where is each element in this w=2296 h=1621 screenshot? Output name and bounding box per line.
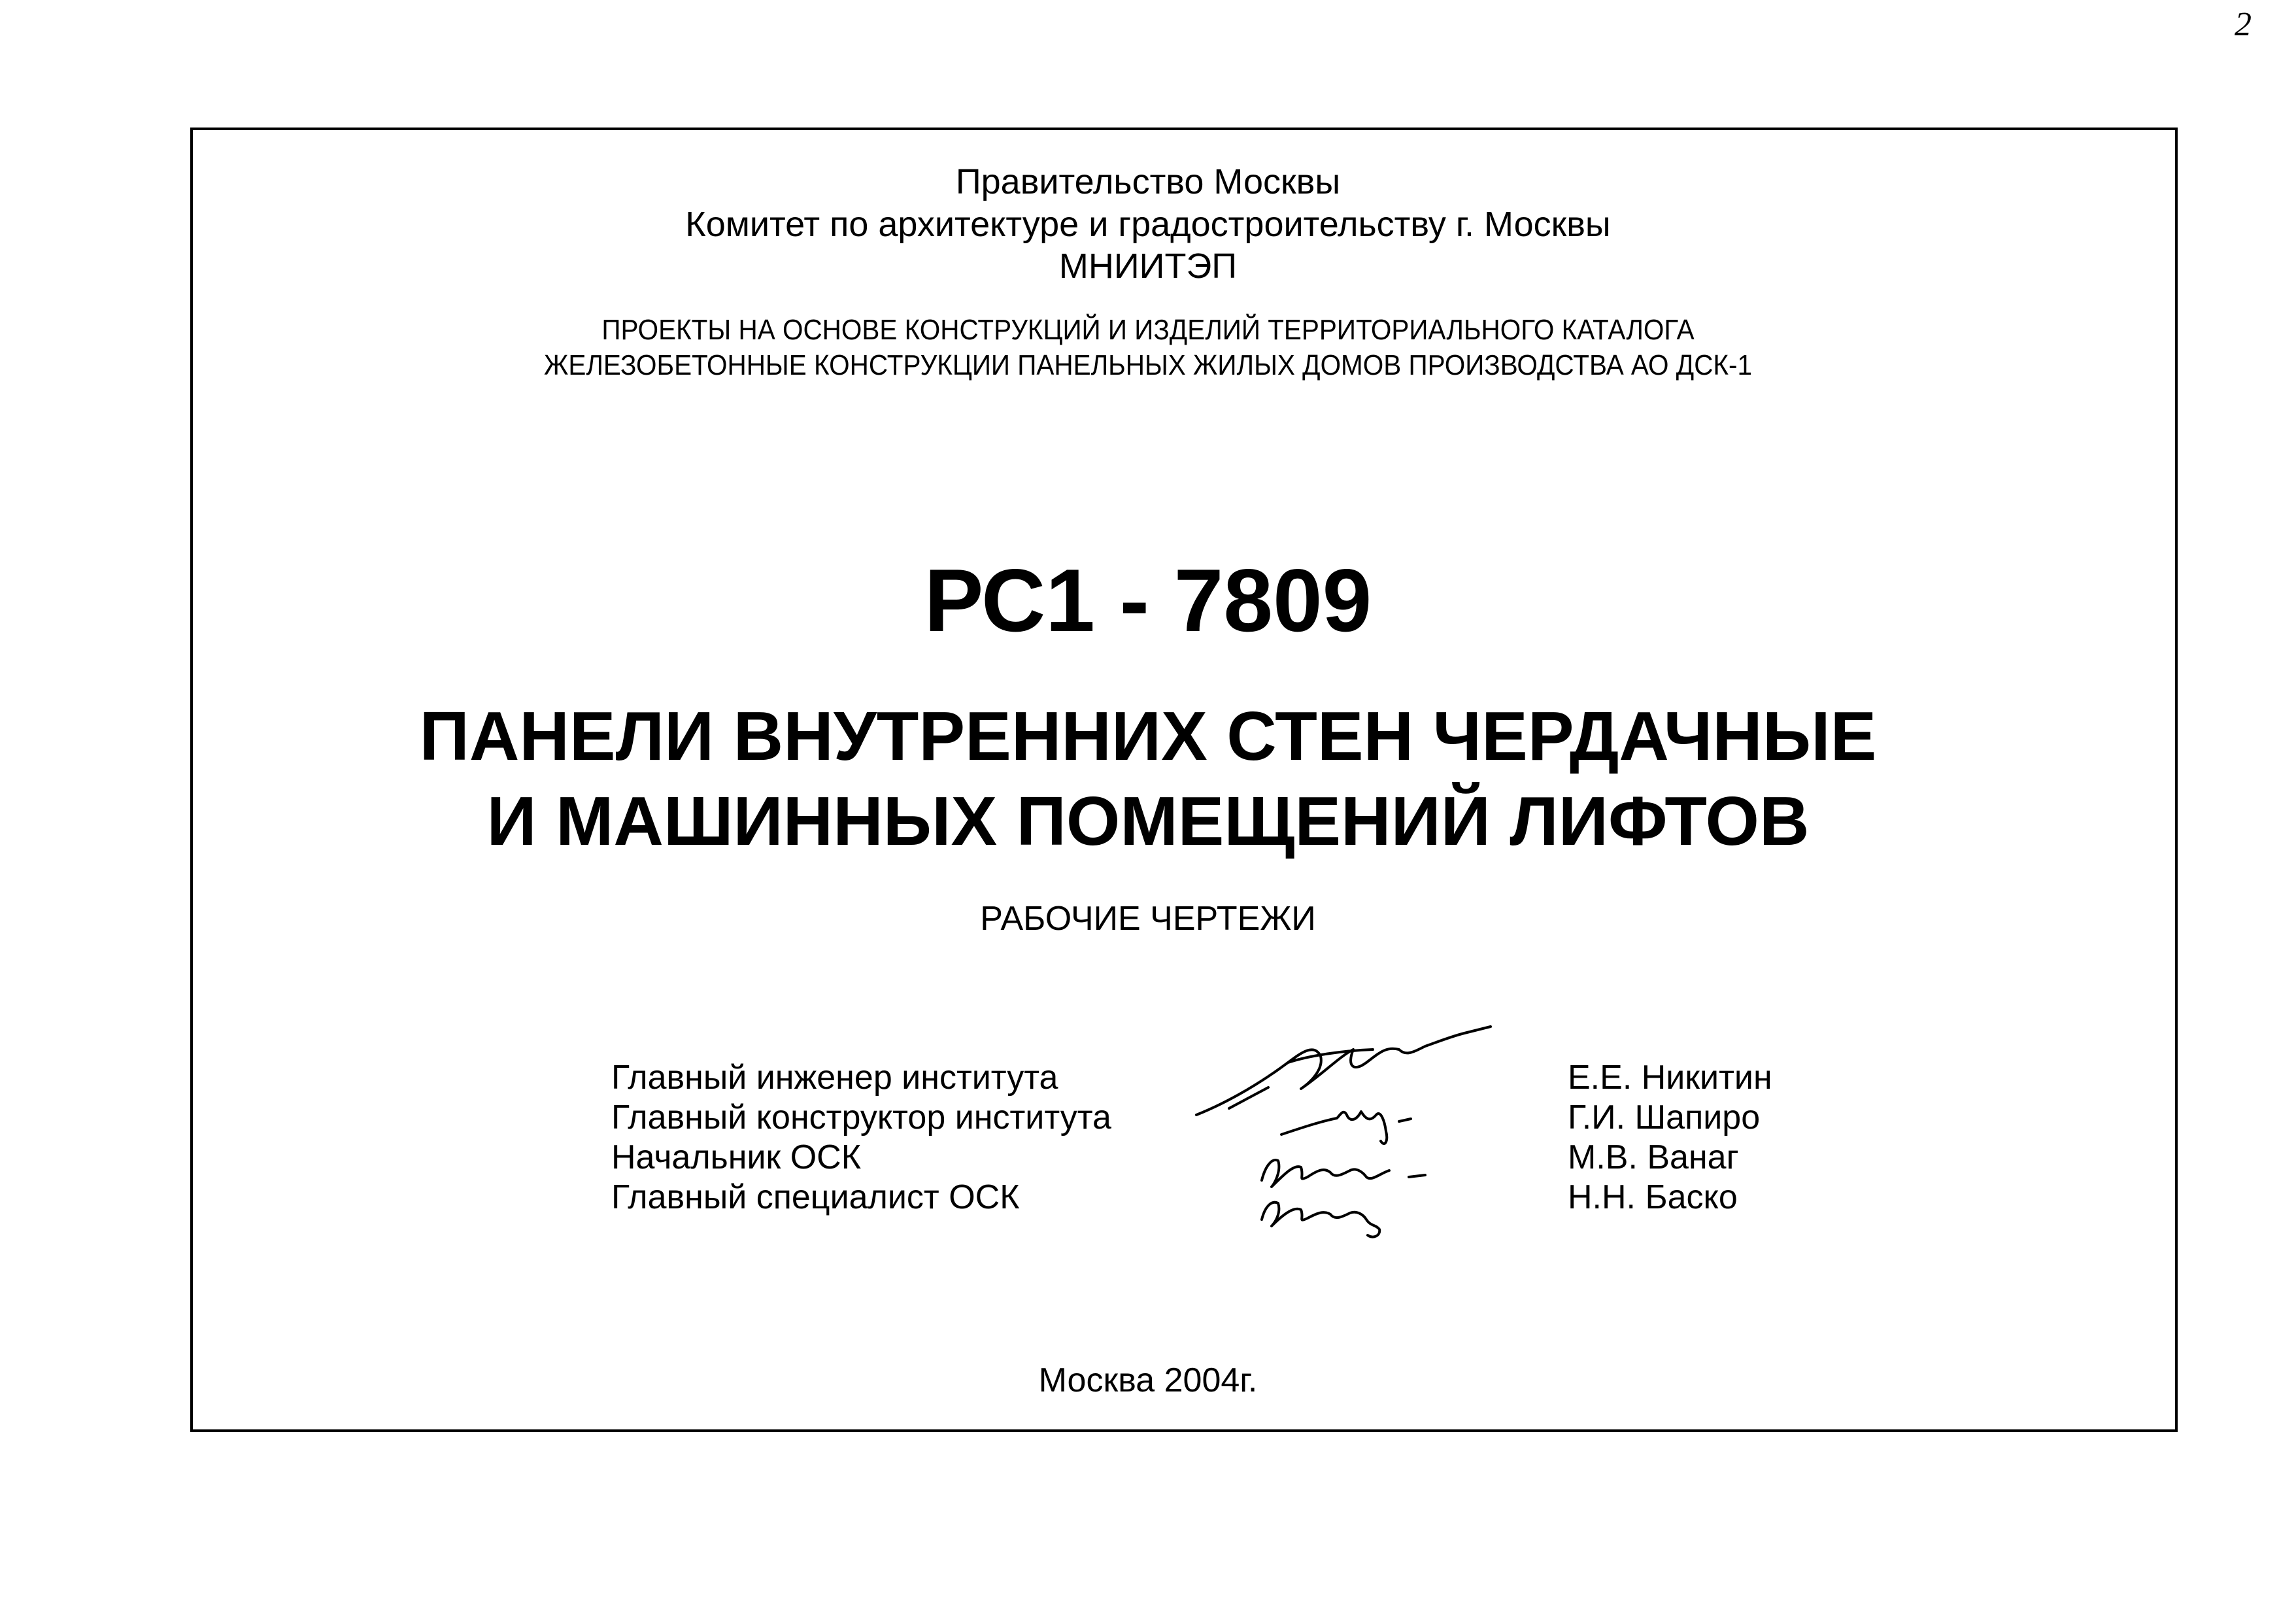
role-chief-engineer: Главный инженер института [611,1059,1058,1097]
catalog-line-2: ЖЕЛЕЗОБЕТОННЫЕ КОНСТРУКЦИИ ПАНЕЛЬНЫХ ЖИЛЫХ ДОМОВ ПРОИЗВОДСТВА АО ДСК-1 [543,349,1753,381]
place-and-year: Москва 2004г. [1038,1361,1258,1399]
document-code: РС1 - 7809 [924,551,1372,650]
handwritten-signatures [1190,1010,1556,1259]
document-subtitle: РАБОЧИЕ ЧЕРТЕЖИ [980,900,1316,938]
government-name: Правительство Москвы [955,162,1341,201]
name-shapiro: Г.И. Шапиро [1568,1099,1761,1136]
role-chief-specialist-osk: Главный специалист ОСК [611,1178,1020,1216]
signatory-names [1568,1058,1772,1218]
role-head-osk: Начальник ОСК [611,1138,862,1176]
document-title-line-2: И МАШИННЫХ ПОМЕЩЕНИЙ ЛИФТОВ [486,783,1810,860]
page-number: 2 [2235,6,2252,43]
catalog-line-1: ПРОЕКТЫ НА ОСНОВЕ КОНСТРУКЦИЙ И ИЗДЕЛИЙ ТЕРРИТОРИАЛЬНОГО КАТАЛОГА [601,314,1695,346]
signatory-roles [611,1058,1111,1218]
role-chief-designer: Главный конструктор института [611,1099,1111,1136]
name-nikitin: Е.Е. Никитин [1568,1059,1772,1097]
signature-basko [1262,1203,1379,1237]
name-vanag: М.В. Ванаг [1568,1138,1739,1176]
institute-name: МНИИТЭП [1058,247,1238,286]
signature-nikitin [1196,1027,1491,1115]
committee-name: Комитет по архитектуре и градостроительству г. Москвы [685,205,1611,244]
signature-shapiro [1281,1112,1411,1144]
signature-vanag [1262,1160,1425,1187]
name-basko: Н.Н. Баско [1568,1178,1738,1216]
document-title-line-1: ПАНЕЛИ ВНУТРЕННИХ СТЕН ЧЕРДАЧНЫЕ [419,698,1877,775]
